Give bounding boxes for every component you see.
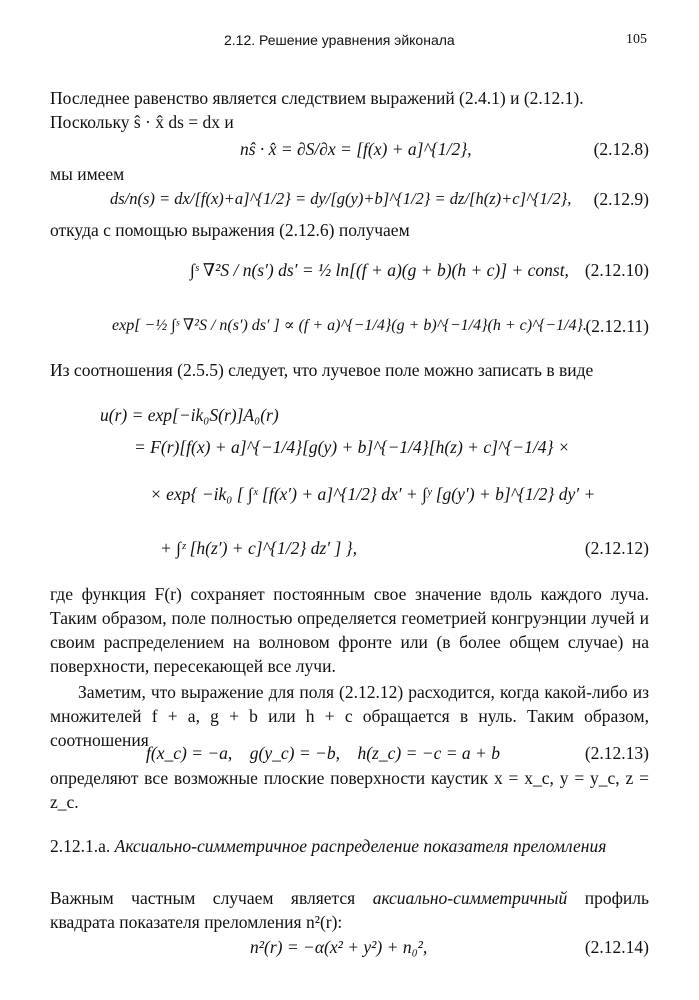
equation-2-12-14-expr: n²(r) = −α(x² + y²) + n₀², (250, 937, 428, 957)
equation-2-12-12-line-1 (50, 398, 649, 432)
section-title: Аксиально-симметричное распределение показателя преломления (114, 836, 607, 856)
equation-2-12-12-line-4-expr: + ∫ᶻ [h(z′) + c]^{1/2} dz′ ] }, (160, 538, 358, 558)
equation-2-12-8-number: (2.12.8) (593, 139, 649, 159)
equation-2-12-14-number: (2.12.14) (584, 937, 649, 957)
equation-2-12-13 (50, 736, 649, 770)
equation-2-12-12-number: (2.12.12) (584, 538, 649, 558)
equation-2-12-14 (50, 930, 649, 964)
paragraph-8 (50, 886, 649, 934)
section-heading (50, 834, 649, 858)
running-title: 2.12. Решение уравнения эйконала (224, 32, 455, 48)
equation-2-12-11-number: (2.12.11) (585, 316, 649, 336)
equation-2-12-12-line-3-expr: × exp{ −ik₀ [ ∫ˣ [f(x′) + a]^{1/2} dx′ + ∫ʸ [g(y′) + b]^{1/2} dy′ + (150, 484, 596, 504)
equation-2-12-12-line-2 (50, 430, 649, 464)
paragraph-1-line-1: Последнее равенство является следствием выражений (2.4.1) и (2.12.1). (50, 88, 584, 108)
paragraph-4: Из соотношения (2.5.5) следует, что лучевое поле можно записать в виде (50, 360, 594, 380)
paragraph-3: откуда с помощью выражения (2.12.6) получаем (50, 220, 410, 240)
paragraph-8-tail: профиль квадрата показателя преломления n²(r): (50, 888, 649, 932)
equation-2-12-11-expr: exp[ −½ ∫ˢ ∇²S / n(s′) ds′ ] ∝ (f + a)^{−1/4}(g + b)^{−1/4}(h + c)^{−1/4}. (112, 317, 587, 334)
paragraph-8-italic: аксиально-симметричный (372, 888, 568, 908)
page-number: 105 (626, 32, 647, 47)
paragraph-6: Заметим, что выражение для поля (2.12.12) расходится, когда какой-либо из множителей f + a, g + b или h + c обращается в нуль. Таким образом, соотношения (50, 682, 649, 750)
equation-2-12-10-number: (2.12.10) (584, 260, 649, 280)
paragraph-1-line-2: Поскольку ŝ · x̂ ds = dx и (50, 112, 234, 132)
equation-2-12-12-line-1-expr: u(r) = exp[−ik₀S(r)]A₀(r) (100, 405, 279, 425)
paragraph-2: мы имеем (50, 164, 125, 184)
section-number: 2.12.1.а. (50, 836, 111, 856)
equation-2-12-12-line-4 (50, 526, 649, 570)
equation-2-12-9-expr: ds/n(s) = dx/[f(x)+a]^{1/2} = dy/[g(y)+b]^{1/2} = dz/[h(z)+c]^{1/2}, (110, 189, 572, 208)
paragraph-5: где функция F(r) сохраняет постоянным свое значение вдоль каждого луча. Таким образом, поле полностью определяется геометрией конгруэнции лучей и своим распределением на волновом фронте или (в более общем случае) на поверхности, пересекающей все лучи. (50, 584, 649, 676)
paragraph-1 (50, 86, 649, 134)
equation-2-12-9 (50, 182, 649, 216)
equation-2-12-13-expr: f(x_c) = −a, g(y_c) = −b, h(z_c) = −c = a + b (146, 743, 500, 763)
equation-2-12-12-line-3 (50, 472, 649, 516)
equation-2-12-11 (50, 302, 649, 350)
paragraph-7: определяют все возможные плоские поверхности каустик x = x_c, y = y_c, z = z_c. (50, 768, 649, 812)
paragraph-8-lead: Важным частным случаем является (50, 888, 356, 908)
equation-2-12-10-expr: ∫ˢ ∇²S / n(s′) ds′ = ½ ln[(f + a)(g + b)(h + c)] + const, (190, 260, 569, 280)
equation-2-12-13-number: (2.12.13) (584, 743, 649, 763)
equation-2-12-12-line-2-expr: = F(r)[f(x) + a]^{−1/4}[g(y) + b]^{−1/4}[h(z) + c]^{−1/4} × (134, 437, 570, 457)
running-header (62, 28, 647, 54)
equation-2-12-9-number: (2.12.9) (593, 189, 649, 209)
equation-2-12-8 (50, 132, 649, 166)
equation-2-12-10 (50, 248, 649, 292)
equation-2-12-8-expr: nŝ · x̂ = ∂S/∂x = [f(x) + a]^{1/2}, (240, 139, 472, 159)
